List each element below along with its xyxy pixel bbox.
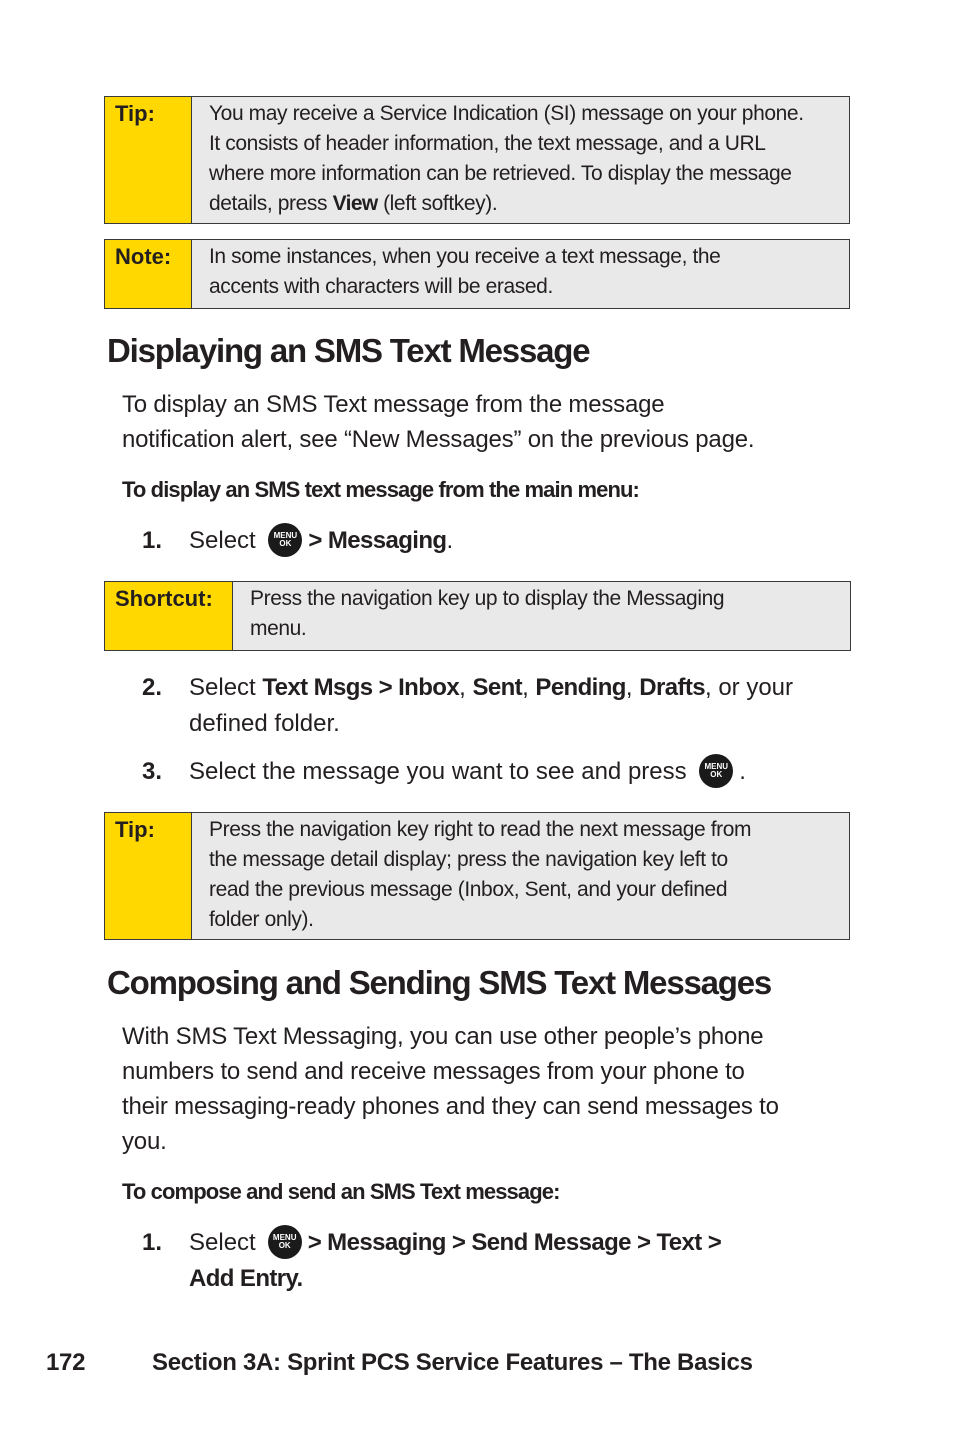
step-line <box>189 1225 721 1261</box>
paragraph-line: To display an SMS Text message from the message <box>122 391 665 418</box>
separator: , <box>459 674 473 701</box>
step-number: 3. <box>142 758 163 785</box>
step-number: 1. <box>142 1229 163 1256</box>
callout-line: In some instances, when you receive a text message, the <box>209 245 721 268</box>
callout-line: accents with characters will be erased. <box>209 275 553 298</box>
procedure-subheading: To display an SMS text message from the main menu: <box>122 477 639 502</box>
callout-text <box>192 813 761 939</box>
menu-ok-key-icon <box>268 523 302 557</box>
callout-line: folder only). <box>209 908 314 931</box>
section-paragraph <box>122 1019 779 1159</box>
step-text <box>189 670 793 742</box>
menu-ok-key-icon <box>699 754 733 788</box>
callout-line: the message detail display; press the navigation key left to <box>209 848 728 871</box>
step-text <box>189 754 746 790</box>
tip-callout-si-message <box>104 96 850 224</box>
callout-line: It consists of header information, the text message, and a URL <box>209 132 766 155</box>
callout-line: You may receive a Service Indication (SI) message on your phone. <box>209 102 804 125</box>
separator: , <box>625 674 640 701</box>
menu-key-bottom: OK <box>279 538 292 548</box>
step-line <box>189 670 793 706</box>
callout-text <box>192 240 730 308</box>
step-text-segment: Select the message you want to see and press <box>189 758 687 785</box>
tip-callout-navigation <box>104 812 850 940</box>
callout-text-segment: details, press <box>209 192 333 215</box>
step-number: 1. <box>142 527 163 554</box>
menu-key-bottom: OK <box>710 769 723 779</box>
section-paragraph <box>122 387 754 457</box>
step-text-segment: , or your <box>704 674 794 701</box>
step-text-segment: Select <box>189 674 263 701</box>
callout-line: where more information can be retrieved. To display the message <box>209 162 792 185</box>
callout-line: Press the navigation key up to display the Messaging <box>250 587 725 610</box>
section-heading-composing: Composing and Sending SMS Text Messages <box>107 964 772 1001</box>
menu-key-top: MENU <box>704 761 729 771</box>
callout-line: Press the navigation key right to read the next message from <box>209 818 752 841</box>
step-number: 2. <box>142 674 163 701</box>
step-text-segment: Select <box>189 1229 256 1256</box>
menu-option-pending: Pending <box>535 674 626 701</box>
step-text <box>189 1225 721 1297</box>
callout-text-segment: (left softkey). <box>377 192 498 215</box>
footer-section-title: Section 3A: Sprint PCS Service Features – The Basics <box>152 1349 753 1376</box>
menu-key-top: MENU <box>273 530 298 540</box>
step-line: defined folder. <box>189 710 340 737</box>
paragraph-line: you. <box>122 1128 167 1155</box>
callout-label: Tip: <box>105 813 192 939</box>
callout-label: Note: <box>105 240 192 308</box>
menu-path: Text Msgs > Inbox <box>262 674 460 701</box>
paragraph-line: notification alert, see “New Messages” on the previous page. <box>122 426 755 453</box>
separator: , <box>522 674 536 701</box>
shortcut-callout <box>104 581 851 651</box>
view-softkey-label: View <box>332 192 378 215</box>
menu-path: > Messaging <box>308 527 447 554</box>
step-text-segment: Select <box>189 527 256 554</box>
callout-label: Shortcut: <box>105 582 233 650</box>
menu-option-sent: Sent <box>472 674 523 701</box>
section-heading-displaying: Displaying an SMS Text Message <box>107 332 590 369</box>
procedure-subheading: To compose and send an SMS Text message: <box>122 1179 560 1204</box>
page-footer <box>46 1349 753 1377</box>
callout-text <box>233 582 734 650</box>
step-text-segment: . <box>446 527 454 554</box>
note-callout-accents <box>104 239 850 309</box>
step-line <box>189 1261 721 1297</box>
paragraph-line: their messaging-ready phones and they can send messages to <box>122 1093 779 1120</box>
paragraph-line: With SMS Text Messaging, you can use other people’s phone <box>122 1023 764 1050</box>
callout-line: menu. <box>250 617 307 640</box>
callout-line: read the previous message (Inbox, Sent, and your defined <box>209 878 728 901</box>
menu-key-top: MENU <box>272 1232 297 1242</box>
paragraph-line: numbers to send and receive messages from your phone to <box>122 1058 745 1085</box>
callout-line <box>209 189 804 219</box>
page-number: 172 <box>46 1349 86 1376</box>
menu-path: Add Entry. <box>189 1265 303 1292</box>
callout-label: Tip: <box>105 97 192 223</box>
step-text <box>189 523 453 559</box>
menu-ok-key-icon <box>268 1225 302 1259</box>
menu-path: > Messaging > Send Message > Text > <box>307 1229 722 1256</box>
callout-text <box>192 97 814 223</box>
step-text-segment: . <box>739 758 746 785</box>
menu-option-drafts: Drafts <box>639 674 705 701</box>
menu-key-bottom: OK <box>278 1240 291 1250</box>
